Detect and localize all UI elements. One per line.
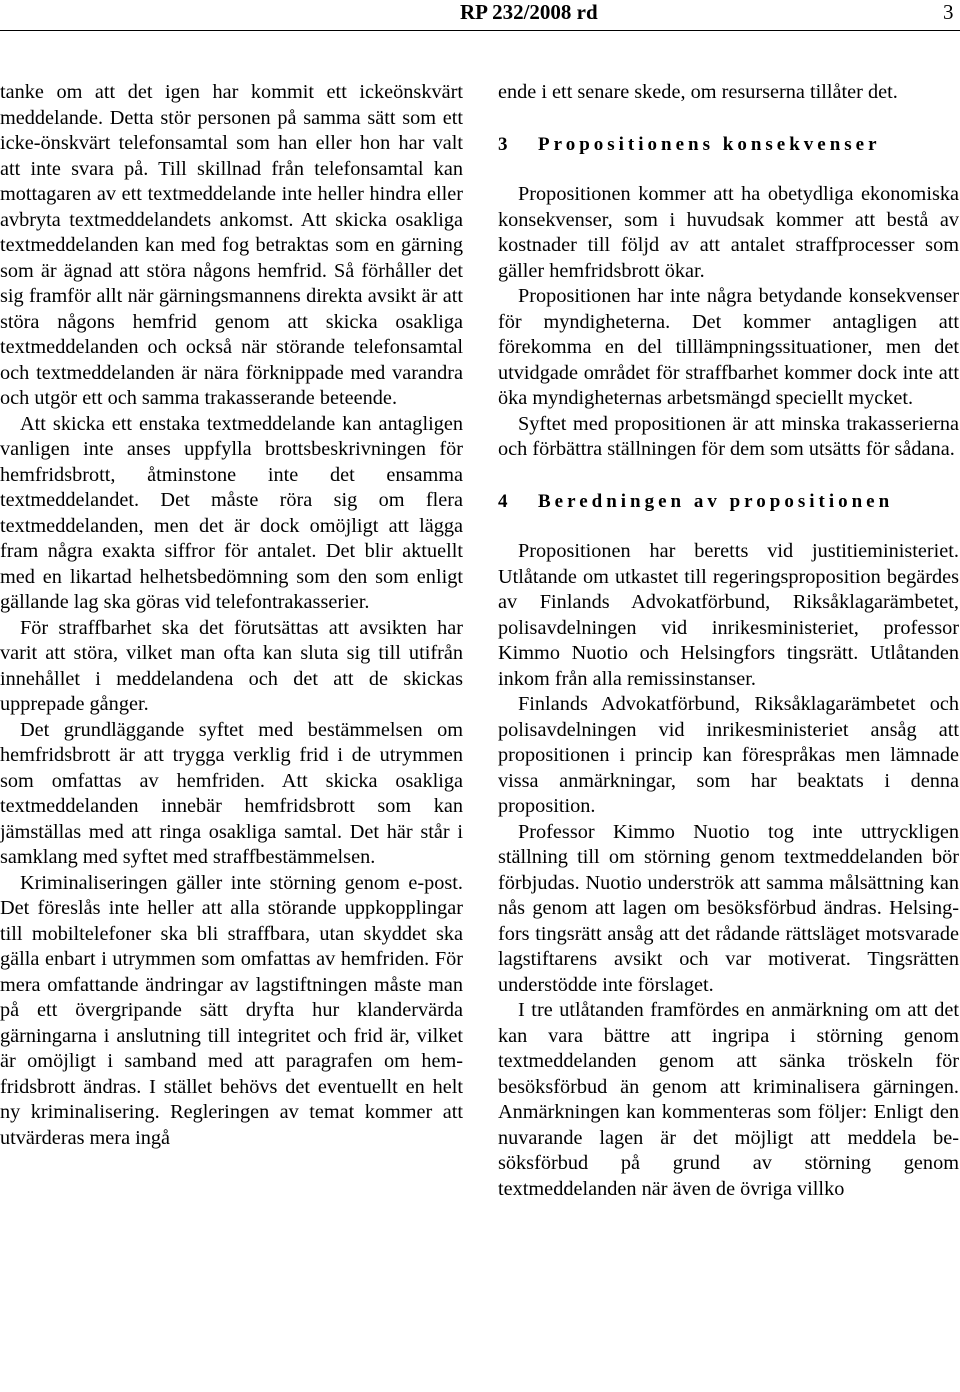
- right-column: [498, 80, 959, 1202]
- paragraph: Propositionen har beretts vid justitieministeriet. Utlåtande om utkastet till regeringsproposition begärdes av Finlands Advokatförbund, Riksåklagarämbetet, polisavdelningen vid inrikesministeriet, professor Kimmo Nuotio och Helsingfors tingsrätt. Utlåtanden inkom från alla remissinstanser.: [498, 540, 959, 690]
- section-number: 3: [498, 133, 508, 155]
- section-title: Beredningen av propositionen: [538, 490, 894, 512]
- running-header: [0, 0, 960, 28]
- paragraph: Att skicka ett enstaka textmeddelande kan antagligen vanligen inte anses uppfylla brottsbeskrivningen för hemfridsbrott, åtminstone inte det ensamma textmeddelandet. Det måste röra sig om flera textmeddelanden, men det är dock omöjligt att lägga fram några exakta siffror för antalet. Det blir aktuellt med en likartad helhetsbedömning som den som enligt gällande lag ska göras vid telefontrakasserier.: [0, 412, 463, 613]
- document-id: RP 232/2008 rd: [460, 0, 598, 24]
- section-title: Propositionens konsekvenser: [538, 133, 881, 155]
- paragraph: Det grundläggande syftet med bestämmelsen om hemfridsbrott är att trygga verklig frid i de utrymmen som omfattas av hemfriden. Att skicka osakliga textmeddelanden innebär hemfridsbrott som kan jämställas med att ringa osakliga samtal. Det här står i samklang med syftet med straffbestämmelsen.: [0, 718, 463, 868]
- paragraph: Propositionen kommer att ha obetydliga ekonomiska konsekvenser, som i huvudsak kommer att bestå av kostnader till följd av att antalet straffprocesser som gäller hemfridsbrott ökar.: [498, 183, 959, 282]
- paragraph: I tre utlåtanden framfördes en anmärkning om att det kan vara bättre att ingripa i störning genom textmeddelanden genom att sänka tröskeln för besöksförbud än genom att kriminalisera gärningen. Anmärkningen kan kommenteras som följer: Enligt den nuvarande lagen är det möjligt att meddela besöksförbud på grund av störning genom textmeddelanden när även de övriga villko: [498, 999, 959, 1200]
- paragraph: Professor Kimmo Nuotio tog inte uttryckligen ställning till om störning genom textmeddelanden bör förbjudas. Nuotio underströk att samma målsättning kan nås genom att lagen om besöksförbud ändras. Helsingfors tingsrätt ansåg att det rådande rättsläget motsvarade lagstiftarens avsikt och var motiverat. Tingsrätten understödde inte förslaget.: [498, 820, 959, 996]
- left-column: [0, 80, 463, 1151]
- section-heading-3: [498, 132, 959, 158]
- paragraph: ende i ett senare skede, om resurserna tillåter det.: [498, 81, 898, 103]
- paragraph: Syftet med propositionen är att minska trakasserierna och förbättra ställningen för dem som utsätts för sådana.: [498, 412, 959, 460]
- section-heading-4: [498, 489, 959, 515]
- paragraph: tanke om att det igen har kommit ett ickeönskvärt meddelande. Detta stör personen på samma sätt som ett icke-önskvärt telefonsamtal som han eller hon har valt att inte svara på. Till skillnad från telefonsamtal kan mottagaren av ett textmeddelande inte heller hindra eller avbryta textmeddelandets ankomst. Att skicka osakliga textmeddelanden kan med fog betraktas som en gärning som är ägnad att störa någons hemfrid. Så förhåller det sig framför allt när gärningsmannens direkta avsikt är att störa någons hemfrid genom att skicka osakliga textmeddelanden och också när störande telefonsamtal och textmeddelanden är nära förknippade med varandra och utgör ett och samma trakasserande beteende.: [0, 81, 463, 409]
- header-rule: [0, 30, 960, 31]
- paragraph: Propositionen har inte några betydande konsekvenser för myndigheterna. Det kommer antagligen att förekomma en del tilllämpningssituationer, men det utvidgade området för straffbarhet kommer dock inte att öka myndigheternas arbetsmängd speciellt mycket.: [498, 285, 959, 409]
- section-number: 4: [498, 490, 508, 512]
- page-number: 3: [943, 0, 954, 24]
- paragraph: För straffbarhet ska det förutsättas att avsikten har varit att störa, vilket man ofta kan sluta sig till utifrån innehållet i meddelandena och det att de skickas upprepade gånger.: [0, 616, 463, 715]
- paragraph: Kriminaliseringen gäller inte störning genom e-post. Det föreslås inte heller att alla störande uppkopplingar till mobiltelefoner ska bli straffbara, utan skyddet ska gälla enbart i utrymmen som omfattas av hemfriden. För mera omfattande ändringar av lagstiftningen måste man på ett övergripande sätt dryfta hur klandervärda gärningarna i anslutning till integritet och frid är, vilket är omöjligt i samband med att paragrafen om hemfridsbrott ändras. I stället behövs det eventuellt en helt ny kriminalisering. Regleringen av temat kommer att utvärderas mera ingå: [0, 871, 463, 1149]
- paragraph: Finlands Advokatförbund, Riksåklagarämbetet och polisavdelningen vid inrikesministeriet ansåg att propositionen i princip kan förespråkas men lämnade vissa anmärkningar, som har beaktats i denna proposition.: [498, 693, 959, 817]
